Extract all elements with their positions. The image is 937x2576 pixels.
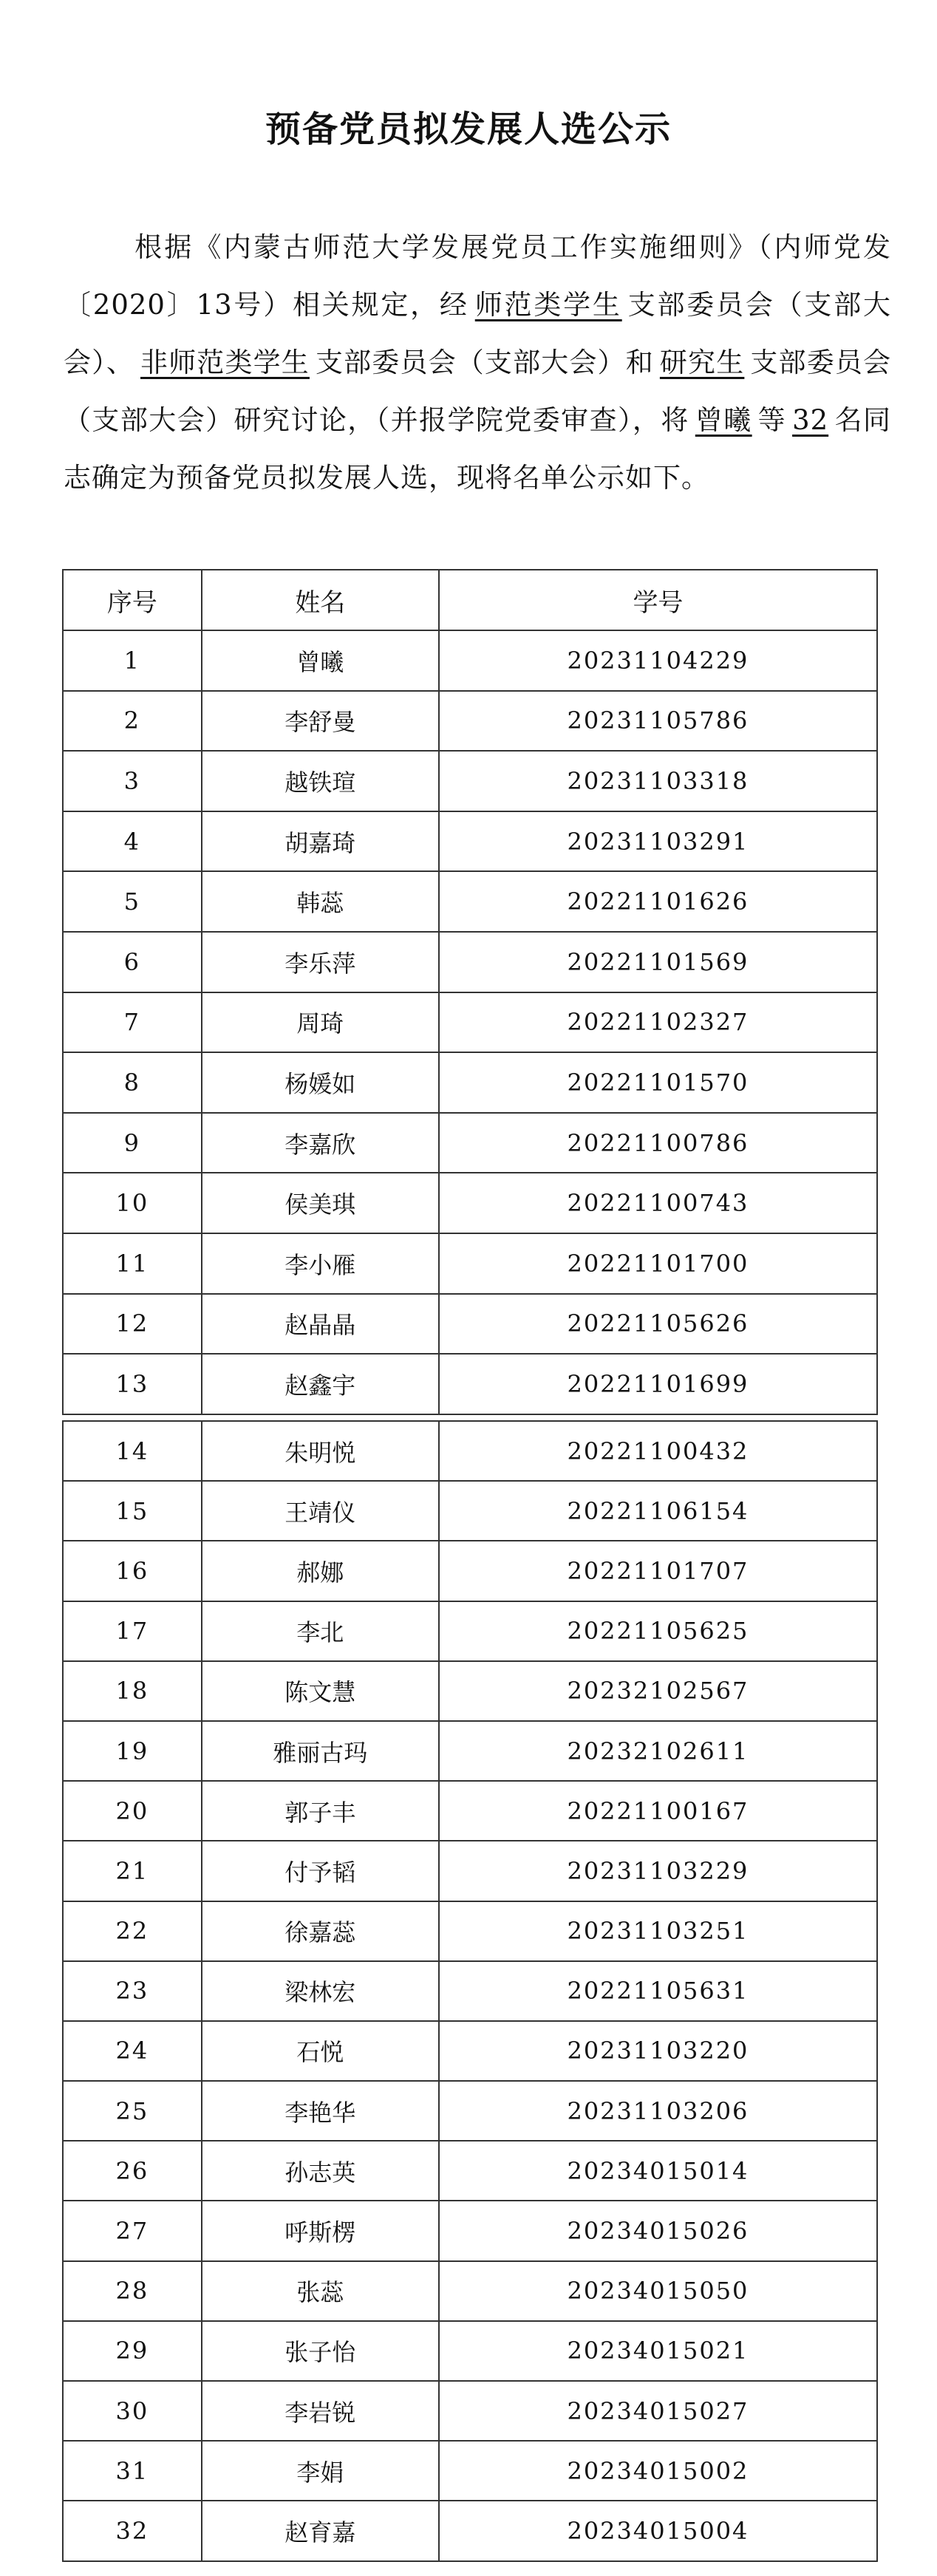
para-text-2: 支部委员会（支部大会）、 (64, 289, 892, 378)
row-student-id: 20221105625 (439, 1601, 877, 1661)
para-text-6: 名同志确定为预备党员拟发展人选，现将名单公示如下。 (64, 404, 892, 494)
table-row (63, 871, 877, 932)
table-row (63, 1901, 877, 1961)
row-student-id: 20221101569 (439, 932, 877, 992)
row-name: 周琦 (202, 992, 439, 1053)
row-index: 7 (63, 992, 202, 1053)
row-index: 26 (63, 2141, 202, 2201)
row-index: 13 (63, 1354, 202, 1414)
row-name: 孙志英 (202, 2141, 439, 2201)
row-name: 石悦 (202, 2021, 439, 2081)
table-row (63, 1721, 877, 1781)
table-row (63, 2441, 877, 2501)
table-row (63, 1354, 877, 1414)
para-text-5: 等 (757, 404, 787, 436)
row-index: 23 (63, 1961, 202, 2021)
row-name: 郝娜 (202, 1541, 439, 1601)
first-candidate-name: 曾曦 (695, 404, 752, 436)
row-student-id: 20221101626 (439, 871, 877, 932)
row-name: 李小雁 (202, 1233, 439, 1294)
row-student-id: 20231103318 (439, 751, 877, 811)
row-index: 12 (63, 1294, 202, 1355)
row-index: 8 (63, 1052, 202, 1113)
row-index: 6 (63, 932, 202, 992)
intro-paragraph (64, 219, 891, 507)
row-student-id: 20234015026 (439, 2201, 877, 2260)
row-index: 15 (63, 1481, 202, 1541)
row-index: 27 (63, 2201, 202, 2260)
row-index: 9 (63, 1113, 202, 1173)
row-name: 李舒曼 (202, 691, 439, 752)
row-index: 29 (63, 2321, 202, 2381)
row-index: 20 (63, 1781, 202, 1841)
row-index: 22 (63, 1901, 202, 1961)
row-student-id: 20221100743 (439, 1173, 877, 1233)
row-name: 李乐萍 (202, 932, 439, 992)
row-name: 徐嘉蕊 (202, 1901, 439, 1961)
para-text-1: 根据《内蒙古师范大学发展党员工作实施细则》（内师党发〔2020〕13号）相关规定，经 (64, 231, 891, 321)
row-student-id: 20221100786 (439, 1113, 877, 1173)
row-student-id: 20221101707 (439, 1541, 877, 1601)
row-student-id: 20234015021 (439, 2321, 877, 2381)
header-student-id: 学号 (439, 570, 877, 630)
row-name: 越铁瑄 (202, 751, 439, 811)
row-index: 25 (63, 2081, 202, 2141)
row-index: 2 (63, 691, 202, 752)
table-row (63, 2261, 877, 2321)
candidate-count: 32 (792, 404, 829, 436)
row-student-id: 20231103251 (439, 1901, 877, 1961)
row-name: 胡嘉琦 (202, 811, 439, 872)
row-name: 李艳华 (202, 2081, 439, 2141)
table-row (63, 2141, 877, 2201)
branch-normal-students: 师范类学生 (474, 289, 622, 321)
table-row (63, 992, 877, 1053)
branch-graduate-students: 研究生 (659, 347, 745, 378)
row-student-id: 20221102327 (439, 992, 877, 1053)
row-name: 侯美琪 (202, 1173, 439, 1233)
table-row (63, 2381, 877, 2441)
row-index: 19 (63, 1721, 202, 1781)
row-student-id: 20221105631 (439, 1961, 877, 2021)
row-index: 10 (63, 1173, 202, 1233)
table-row (63, 1601, 877, 1661)
table-row (63, 1961, 877, 2021)
row-index: 28 (63, 2261, 202, 2321)
row-student-id: 20221100167 (439, 1781, 877, 1841)
row-name: 赵晶晶 (202, 1294, 439, 1355)
header-index: 序号 (63, 570, 202, 630)
table-row (63, 1173, 877, 1233)
table-row (63, 1781, 877, 1841)
para-text-4: 支部委员会（支部大会）研究讨论，（并报学院党委审查），将 (64, 347, 892, 436)
table-row (63, 2081, 877, 2141)
row-student-id: 20232102567 (439, 1661, 877, 1721)
table-row (63, 2501, 877, 2560)
row-index: 1 (63, 630, 202, 691)
table-row (63, 751, 877, 811)
row-student-id: 20231103229 (439, 1841, 877, 1901)
row-name: 陈文慧 (202, 1661, 439, 1721)
branch-non-normal-students: 非师范类学生 (140, 347, 310, 378)
row-name: 张蕊 (202, 2261, 439, 2321)
table-row (63, 691, 877, 752)
row-name: 韩蕊 (202, 871, 439, 932)
row-name: 李岩锐 (202, 2381, 439, 2441)
row-name: 付予韬 (202, 1841, 439, 1901)
row-student-id: 20231104229 (439, 630, 877, 691)
row-index: 17 (63, 1601, 202, 1661)
row-name: 李娟 (202, 2441, 439, 2501)
table-row (63, 2201, 877, 2260)
row-student-id: 20234015002 (439, 2441, 877, 2501)
table-row (63, 630, 877, 691)
table-row (63, 811, 877, 872)
table-row (63, 1541, 877, 1601)
row-name: 朱明悦 (202, 1421, 439, 1481)
row-index: 3 (63, 751, 202, 811)
row-name: 赵鑫宇 (202, 1354, 439, 1414)
header-name: 姓名 (202, 570, 439, 630)
row-student-id: 20221105626 (439, 1294, 877, 1355)
row-student-id: 20234015014 (439, 2141, 877, 2201)
row-name: 杨媛如 (202, 1052, 439, 1113)
table-row (63, 2021, 877, 2081)
candidate-table-part-1 (62, 569, 878, 1415)
table-row (63, 1421, 877, 1481)
row-name: 李嘉欣 (202, 1113, 439, 1173)
table-row (63, 1113, 877, 1173)
row-student-id: 20232102611 (439, 1721, 877, 1781)
row-name: 梁林宏 (202, 1961, 439, 2021)
row-name: 雅丽古玛 (202, 1721, 439, 1781)
table-row (63, 1233, 877, 1294)
row-student-id: 20221101570 (439, 1052, 877, 1113)
row-index: 5 (63, 871, 202, 932)
row-name: 李北 (202, 1601, 439, 1661)
row-student-id: 20231103220 (439, 2021, 877, 2081)
para-text-3: 支部委员会（支部大会）和 (315, 347, 654, 378)
row-index: 14 (63, 1421, 202, 1481)
row-student-id: 20234015027 (439, 2381, 877, 2441)
row-student-id: 20221101700 (439, 1233, 877, 1294)
table-row (63, 1661, 877, 1721)
table-row (63, 1841, 877, 1901)
page-title: 预备党员拟发展人选公示 (265, 109, 672, 150)
table-header-row (63, 570, 877, 630)
row-index: 32 (63, 2501, 202, 2560)
row-student-id: 20221101699 (439, 1354, 877, 1414)
row-index: 31 (63, 2441, 202, 2501)
row-index: 30 (63, 2381, 202, 2441)
candidate-table-part-2 (62, 1420, 878, 2562)
row-index: 16 (63, 1541, 202, 1601)
row-index: 11 (63, 1233, 202, 1294)
row-student-id: 20231105786 (439, 691, 877, 752)
table-row (63, 1294, 877, 1355)
row-name: 王靖仪 (202, 1481, 439, 1541)
row-index: 21 (63, 1841, 202, 1901)
row-student-id: 20231103291 (439, 811, 877, 872)
row-index: 24 (63, 2021, 202, 2081)
row-name: 张子怡 (202, 2321, 439, 2381)
row-index: 4 (63, 811, 202, 872)
row-student-id: 20221100432 (439, 1421, 877, 1481)
row-name: 赵育嘉 (202, 2501, 439, 2560)
row-student-id: 20234015004 (439, 2501, 877, 2560)
row-index: 18 (63, 1661, 202, 1721)
row-name: 郭子丰 (202, 1781, 439, 1841)
row-name: 呼斯楞 (202, 2201, 439, 2260)
row-name: 曾曦 (202, 630, 439, 691)
table-row (63, 2321, 877, 2381)
row-student-id: 20234015050 (439, 2261, 877, 2321)
row-student-id: 20221106154 (439, 1481, 877, 1541)
table-row (63, 932, 877, 992)
table-row (63, 1481, 877, 1541)
row-student-id: 20231103206 (439, 2081, 877, 2141)
table-row (63, 1052, 877, 1113)
